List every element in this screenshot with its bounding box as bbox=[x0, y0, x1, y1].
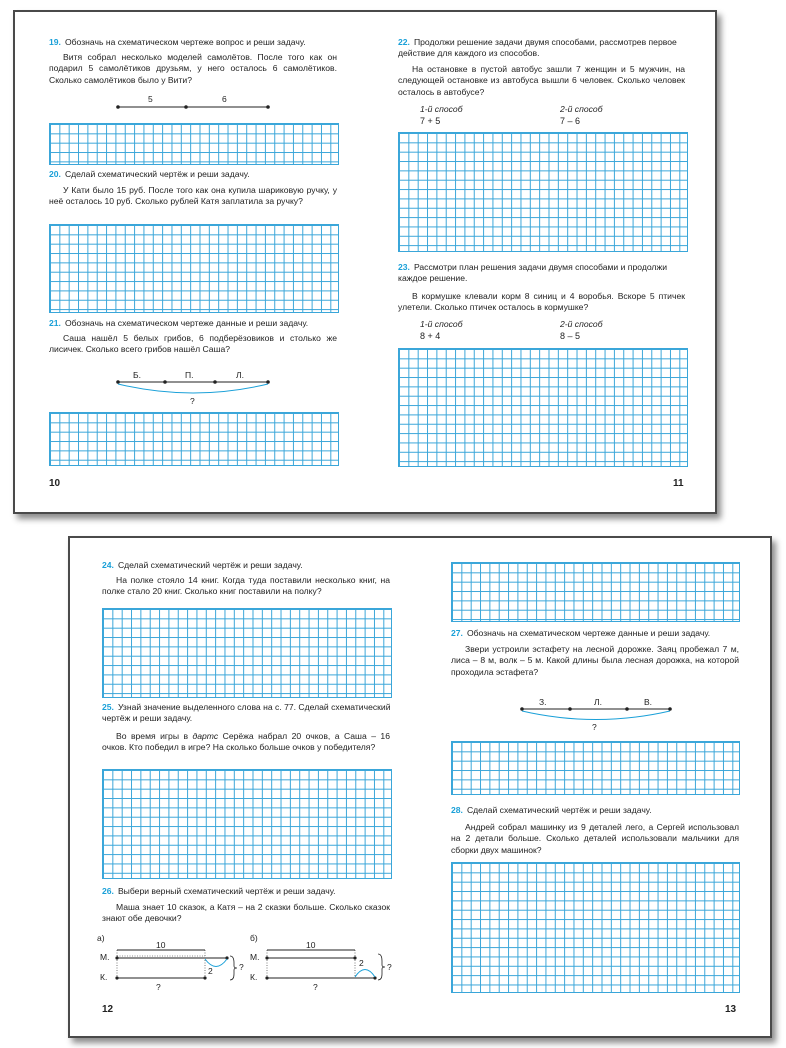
task-23-title-text: Рассмотри план решения задачи двумя способами и продолжи каждое решение. bbox=[398, 262, 667, 283]
task-23-way1-label: 1-й способ bbox=[420, 319, 463, 329]
task-19-text: Витя собрал несколько моделей самолётов. После того как он подарил 5 самолётиков друзьям, у него осталось 6 самолётиков. Сколько самолётиков было у Вити? bbox=[49, 52, 337, 85]
task-26-a-diff-label: 2 bbox=[208, 966, 213, 976]
task-26-title-text: Выбери верный схематический чертёж и реши задачу. bbox=[117, 886, 336, 896]
diagram-point bbox=[116, 380, 120, 384]
task-27-question: ? bbox=[592, 722, 597, 732]
task-28-title-text: Сделай схематический чертёж и реши задачу. bbox=[466, 805, 652, 815]
task-20-title-text: Сделай схематический чертёж и реши задачу. bbox=[64, 169, 250, 179]
task-26-b-top-label: 10 bbox=[306, 940, 316, 950]
task-27-label-z: З. bbox=[539, 697, 547, 707]
task-26-b-letter: б) bbox=[250, 933, 258, 943]
task-22-text: На остановке в пустой автобус зашли 7 женщин и 5 мужчин, на следующей остановке из автобуса вышли 6 человек. Сколько человек осталось в автобусе? bbox=[398, 64, 685, 97]
task-27-title-text: Обозначь на схематическом чертеже данные и реши задачу. bbox=[466, 628, 711, 638]
task-26-a-bottom-question: ? bbox=[156, 982, 161, 992]
task-26-b-k-label: К. bbox=[250, 972, 258, 982]
spread-pages-10-11 bbox=[13, 10, 717, 514]
task-24-text: На полке стояло 14 книг. Когда туда поставили несколько книг, на полке стало 20 книг. Сколько книг поставили на полку? bbox=[102, 575, 390, 597]
task-21-text: Саша нашёл 5 белых грибов, 6 подберёзовиков и столько же лисичек. Сколько всего грибов нашёл Саша? bbox=[49, 333, 337, 355]
task-23-answer-grid[interactable] bbox=[398, 348, 688, 467]
task-25-highlighted-word: дартс bbox=[192, 731, 219, 741]
task-28-title bbox=[451, 805, 751, 816]
task-23-text: В кормушке клевали корм 8 синиц и 4 воробья. Вскоре 5 птичек улетели. Сколько птичек осталось в кормушке? bbox=[398, 291, 685, 313]
task-20-number: 20. bbox=[49, 169, 61, 179]
task-28-text: Андрей собрал машинку из 9 деталей лего, а Сергей использовал на 2 детали больше. Сколько деталей использовали мальчики для сборки двух машинок? bbox=[451, 822, 739, 855]
task-25-number: 25. bbox=[102, 702, 114, 712]
task-20-text: У Кати было 15 руб. После того как она купила шариковую ручку, у неё осталось 10 руб. Сколько рублей Катя заплатила за ручку? bbox=[49, 185, 337, 207]
page-number-13: 13 bbox=[725, 1004, 737, 1015]
task-22-way2-label: 2-й способ bbox=[560, 104, 603, 114]
task-27-text: Звери устроили эстафету на лесной дорожке. Заяц пробежал 7 м, лиса – 8 м, волк – 5 м. Какой длины была лесная дорожка, на которой проходила эстафета? bbox=[451, 644, 739, 677]
task-25-title-text: Узнай значение выделенного слова на с. 77. Сделай схематический чертёж и реши задачу. bbox=[102, 702, 391, 723]
page-number-11: 11 bbox=[673, 478, 684, 489]
task-23-way1-expr: 8 + 4 bbox=[420, 331, 441, 341]
task-26-number: 26. bbox=[102, 886, 114, 896]
page-number-10: 10 bbox=[49, 478, 61, 489]
task-21-label-p: П. bbox=[185, 370, 194, 380]
task-23-title bbox=[398, 262, 688, 284]
task-26-a-side-question: ? bbox=[239, 962, 244, 972]
task-28-number: 28. bbox=[451, 805, 463, 815]
diagram-point bbox=[163, 380, 167, 384]
task-26-b-diff-label: 2 bbox=[359, 958, 364, 968]
task-26-text: Маша знает 10 сказок, а Катя – на 2 сказки больше. Сколько сказок знают обе девочки? bbox=[102, 902, 390, 924]
task-22-way1-label: 1-й способ bbox=[420, 104, 463, 114]
task-26-a-k-label: К. bbox=[100, 972, 108, 982]
task-25-text-before: Во время игры в bbox=[116, 731, 193, 741]
task-21-question: ? bbox=[190, 396, 195, 406]
task-23-way2-label: 2-й способ bbox=[560, 319, 603, 329]
task-27-label-l: Л. bbox=[594, 697, 602, 707]
task-26-b-side-question: ? bbox=[387, 962, 392, 972]
task-21-title-text: Обозначь на схематическом чертеже данные и реши задачу. bbox=[64, 318, 309, 328]
task-21-label-l: Л. bbox=[236, 370, 244, 380]
task-27-answer-grid[interactable] bbox=[451, 741, 740, 795]
task-22-answer-grid[interactable] bbox=[398, 132, 688, 252]
task-26-a-top-label: 10 bbox=[156, 940, 166, 950]
task-26-b-m-label: М. bbox=[250, 952, 260, 962]
diagram-point bbox=[266, 380, 270, 384]
task-21-answer-grid[interactable] bbox=[49, 412, 339, 466]
task-27-number: 27. bbox=[451, 628, 463, 638]
task-19-seg1-label: 5 bbox=[148, 94, 153, 104]
task-26-a-letter: а) bbox=[97, 933, 105, 943]
task-26-a-m-label: М. bbox=[100, 952, 110, 962]
task-26-b-bottom-question: ? bbox=[313, 982, 318, 992]
task-25-text-after: Серёжа набрал 20 очков, а Саша – 16 очков. Кто победил в игре? На сколько больше очков у победителя? bbox=[102, 731, 390, 753]
task-22-title-text: Продолжи решение задачи двумя способами, рассмотрев первое действие для каждого из способов. bbox=[398, 37, 677, 58]
task-22-title bbox=[398, 37, 688, 59]
page-number-12: 12 bbox=[102, 1004, 114, 1015]
task-24-number: 24. bbox=[102, 560, 114, 570]
task-19-seg2-label: 6 bbox=[222, 94, 227, 104]
task-28-answer-grid[interactable] bbox=[451, 862, 740, 993]
task-19-title-text: Обозначь на схематическом чертеже вопрос и реши задачу. bbox=[64, 37, 306, 47]
spread-pages-12-13 bbox=[68, 536, 772, 1038]
task-22-number: 22. bbox=[398, 37, 410, 47]
task-22-way2-expr: 7 – 6 bbox=[560, 116, 581, 126]
task-24-title-text: Сделай схематический чертёж и реши задачу. bbox=[117, 560, 303, 570]
task-23-number: 23. bbox=[398, 262, 410, 272]
task-27-label-v: В. bbox=[644, 697, 653, 707]
task-23-way2-expr: 8 – 5 bbox=[560, 331, 581, 341]
task-19-number: 19. bbox=[49, 37, 61, 47]
diagram-brace-arc bbox=[118, 384, 268, 393]
task-21-number: 21. bbox=[49, 318, 61, 328]
task-21-label-b: Б. bbox=[133, 370, 141, 380]
task-22-way1-expr: 7 + 5 bbox=[420, 116, 441, 126]
diagram-point bbox=[213, 380, 217, 384]
